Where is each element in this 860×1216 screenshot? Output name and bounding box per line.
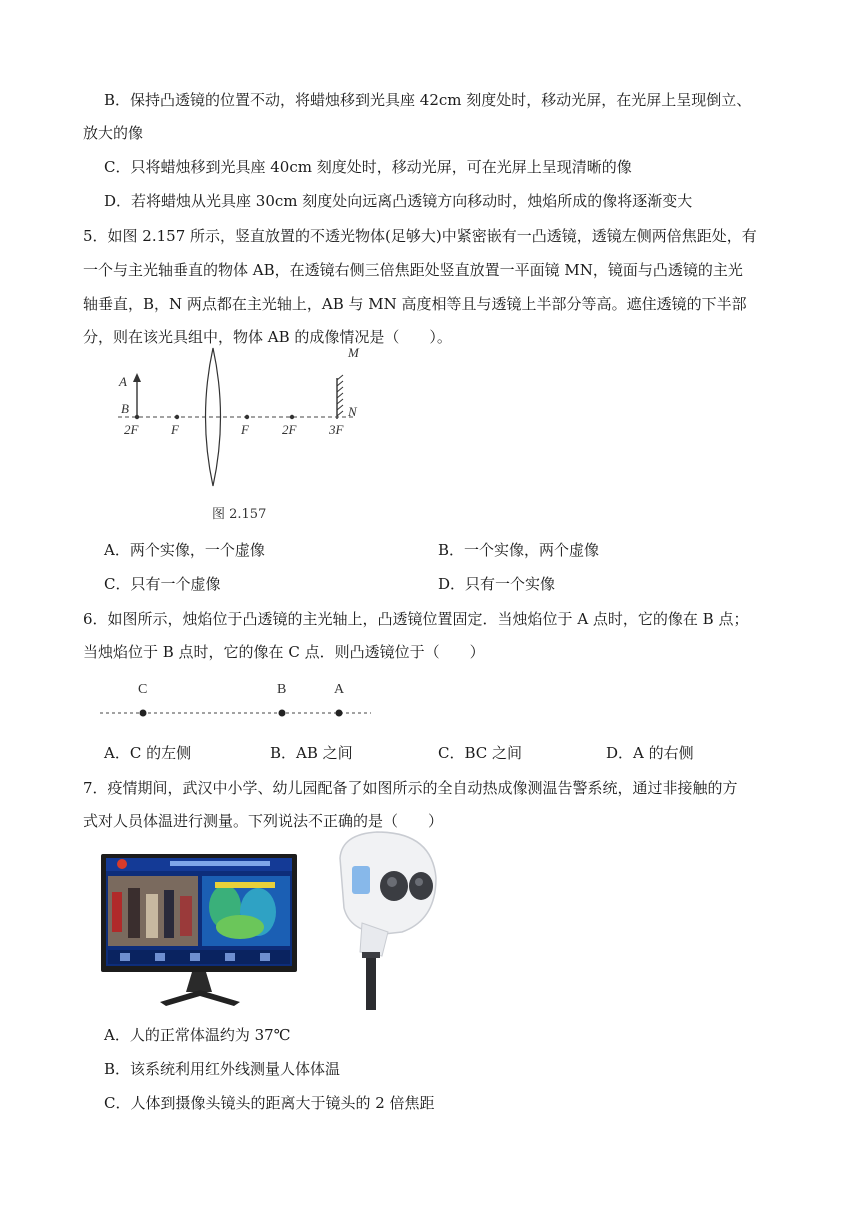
point-label-b: B: [277, 682, 287, 697]
q6-option-a: A．C 的左侧: [104, 744, 192, 762]
label-m: M: [348, 345, 359, 360]
point-label-c: C: [138, 682, 148, 697]
q5-option-c: C．只有一个虚像: [104, 575, 221, 593]
thermal-camera-image: [322, 828, 442, 1010]
lens-diagram: [110, 340, 370, 490]
label-n: N: [348, 404, 357, 419]
q7-option-a: A．人的正常体温约为 37℃: [104, 1026, 291, 1044]
q5-option-d: D．只有一个实像: [438, 575, 556, 593]
axis-label-2f-left: 2F: [124, 422, 139, 437]
axis-label-3f: 3F: [329, 422, 344, 437]
q6-option-b: B．AB 之间: [270, 744, 353, 762]
q6-stem-line1: 6．如图所示，烛焰位于凸透镜的主光轴上，凸透镜位置固定．当烛焰位于 A 点时，它的像在 B 点；: [83, 610, 749, 628]
thermal-monitor-image: [100, 852, 300, 1008]
points-diagram: [95, 675, 385, 735]
q6-stem-line2: 当烛焰位于 B 点时，它的像在 C 点．则凸透镜位于（ ）: [83, 643, 485, 661]
point-label-a: A: [334, 682, 345, 697]
q5-stem-line4: 分，则在该光具组中，物体 AB 的成像情况是（ ）。: [83, 328, 452, 346]
axis-label-2f-right: 2F: [282, 422, 297, 437]
q4-option-b-line2: 放大的像: [83, 124, 144, 142]
q6-option-c: C．BC 之间: [438, 744, 523, 762]
q7-option-c: C．人体到摄像头镜头的距离大于镜头的 2 倍焦距: [104, 1094, 435, 1112]
q5-stem-line1: 5．如图 2.157 所示，竖直放置的不透光物体(足够大)中紧密嵌有一凸透镜，透镜左侧两倍焦距处，有: [83, 227, 757, 245]
q4-option-b-line1: B．保持凸透镜的位置不动，将蜡烛移到光具座 42cm 刻度处时，移动光屏，在光屏上呈现倒立、: [104, 91, 752, 109]
q5-stem-line2: 一个与主光轴垂直的物体 AB，在透镜右侧三倍焦距处竖直放置一平面镜 MN，镜面与凸透镜的主光: [83, 261, 743, 279]
label-a: A: [119, 374, 127, 389]
q6-option-d: D．A 的右侧: [606, 744, 694, 762]
q7-stem-line1: 7．疫情期间，武汉中小学、幼儿园配备了如图所示的全自动热成像测温告警系统，通过非接触的方: [83, 779, 738, 797]
axis-label-f-right: F: [241, 422, 249, 437]
q4-option-c: C．只将蜡烛移到光具座 40cm 刻度处时，移动光屏，可在光屏上呈现清晰的像: [104, 158, 632, 176]
figure-caption: 图 2.157: [212, 507, 267, 522]
q7-stem-line2: 式对人员体温进行测量。下列说法不正确的是（ ）: [83, 812, 444, 830]
label-b: B: [121, 401, 129, 416]
q5-option-b: B．一个实像，两个虚像: [438, 541, 600, 559]
q5-option-a: A．两个实像，一个虚像: [104, 541, 265, 559]
q7-option-b: B．该系统利用红外线测量人体体温: [104, 1060, 341, 1078]
axis-label-f-left: F: [171, 422, 179, 437]
q4-option-d: D．若将蜡烛从光具座 30cm 刻度处向远离凸透镜方向移动时，烛焰所成的像将逐渐变大: [104, 192, 693, 210]
q5-stem-line3: 轴垂直，B，N 两点都在主光轴上，AB 与 MN 高度相等且与透镜上半部分等高。遮住透镜的下半部: [83, 295, 747, 313]
